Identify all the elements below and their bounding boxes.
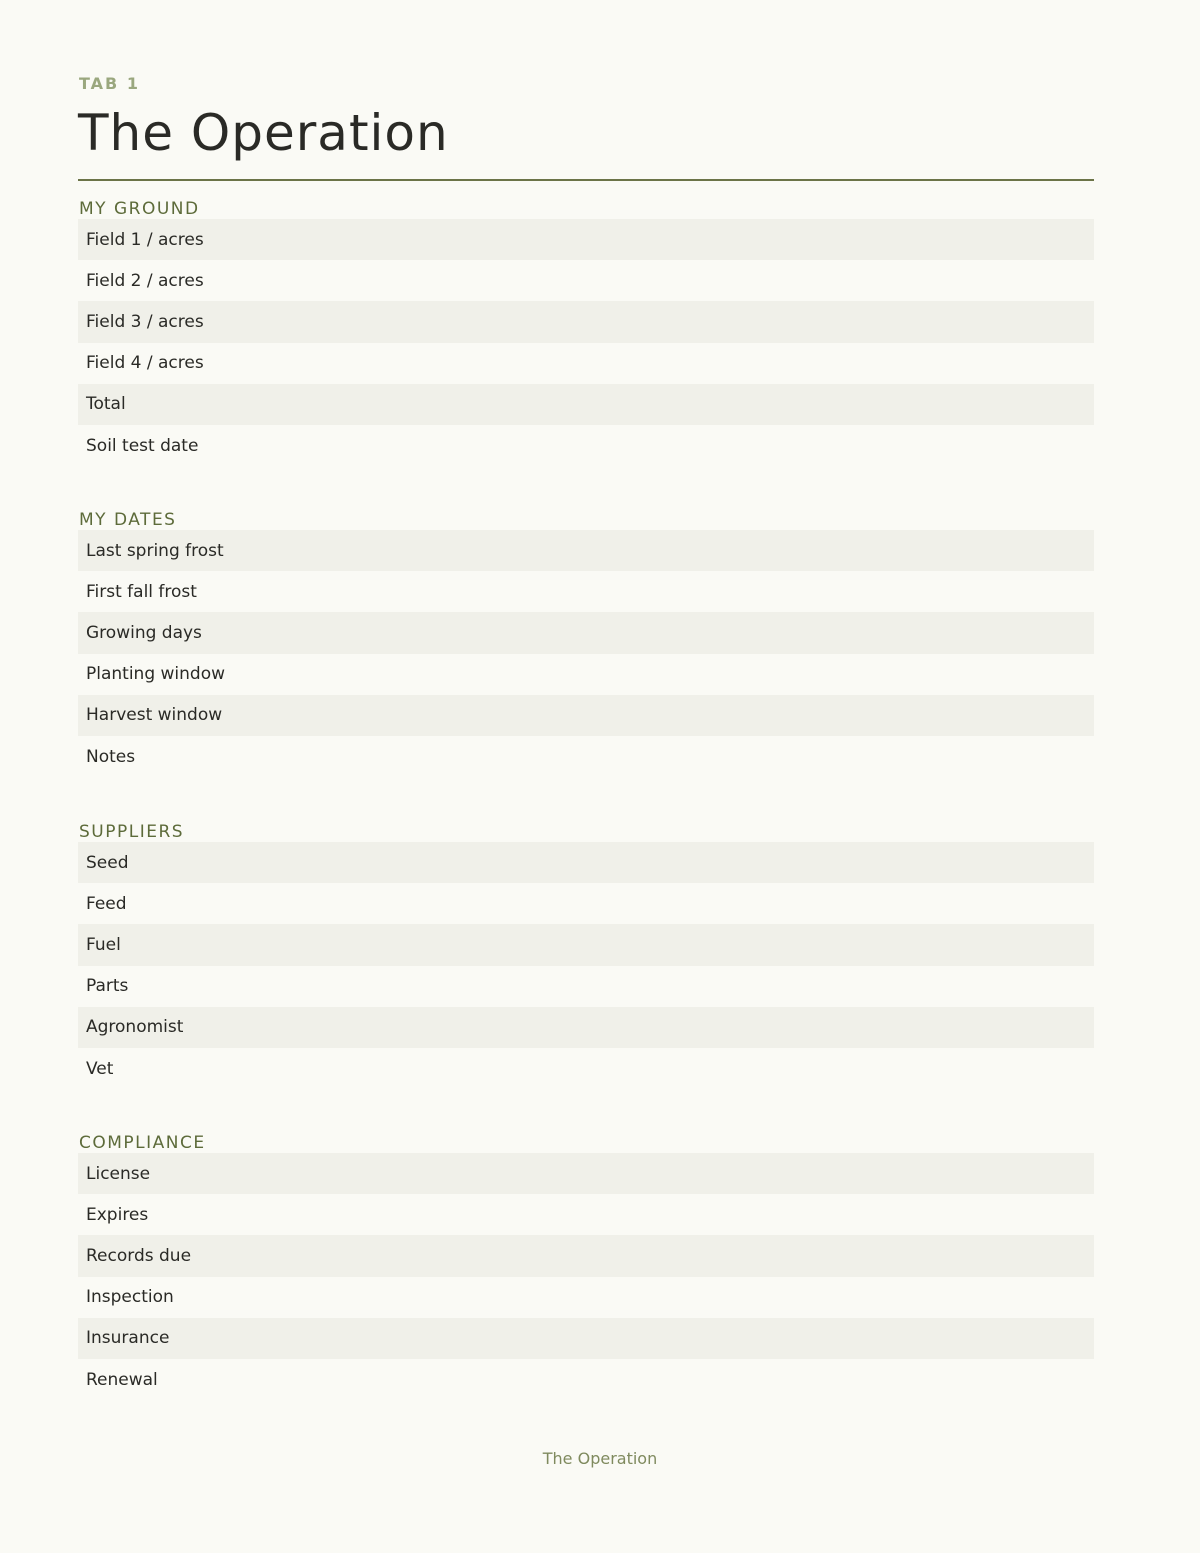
form-row: Feed [86, 893, 127, 914]
title-divider [78, 179, 1094, 181]
section-compliance [78, 1133, 1094, 1400]
section-heading: COMPLIANCE [79, 1133, 206, 1153]
form-row: Insurance [78, 1318, 1094, 1359]
form-row: Total [78, 384, 1094, 425]
form-row: Fuel [78, 924, 1094, 965]
section-heading: MY DATES [79, 510, 177, 530]
form-row: First fall frost [86, 581, 197, 602]
field-list [78, 219, 1094, 466]
form-row: License [78, 1153, 1094, 1194]
form-row: Last spring frost [78, 530, 1094, 571]
section-my-ground [78, 199, 1094, 466]
form-row: Inspection [86, 1287, 174, 1308]
section-heading: MY GROUND [79, 199, 200, 219]
section-my-dates [78, 510, 1094, 777]
field-list [78, 1153, 1094, 1400]
field-list [78, 842, 1094, 1089]
form-row: Soil test date [86, 435, 199, 456]
form-row: Field 4 / acres [86, 353, 204, 374]
form-row: Vet [86, 1058, 114, 1079]
field-list [78, 530, 1094, 777]
form-row: Planting window [86, 664, 226, 685]
form-row: Seed [78, 842, 1094, 883]
page-title: The Operation [78, 104, 449, 162]
tab-label: TAB 1 [79, 74, 140, 93]
form-row: Renewal [86, 1369, 158, 1390]
form-row: Field 2 / acres [86, 270, 204, 291]
page-footer: The Operation [542, 1449, 658, 1468]
form-row: Growing days [78, 612, 1094, 653]
section-suppliers [78, 822, 1094, 1089]
form-row: Agronomist [78, 1007, 1094, 1048]
form-row: Harvest window [78, 695, 1094, 736]
form-row: Field 1 / acres [78, 219, 1094, 260]
form-row: Notes [86, 746, 136, 767]
form-row: Field 3 / acres [78, 301, 1094, 342]
form-row: Records due [78, 1235, 1094, 1276]
section-heading: SUPPLIERS [79, 822, 185, 842]
form-row: Parts [86, 976, 129, 997]
form-row: Expires [86, 1204, 149, 1225]
